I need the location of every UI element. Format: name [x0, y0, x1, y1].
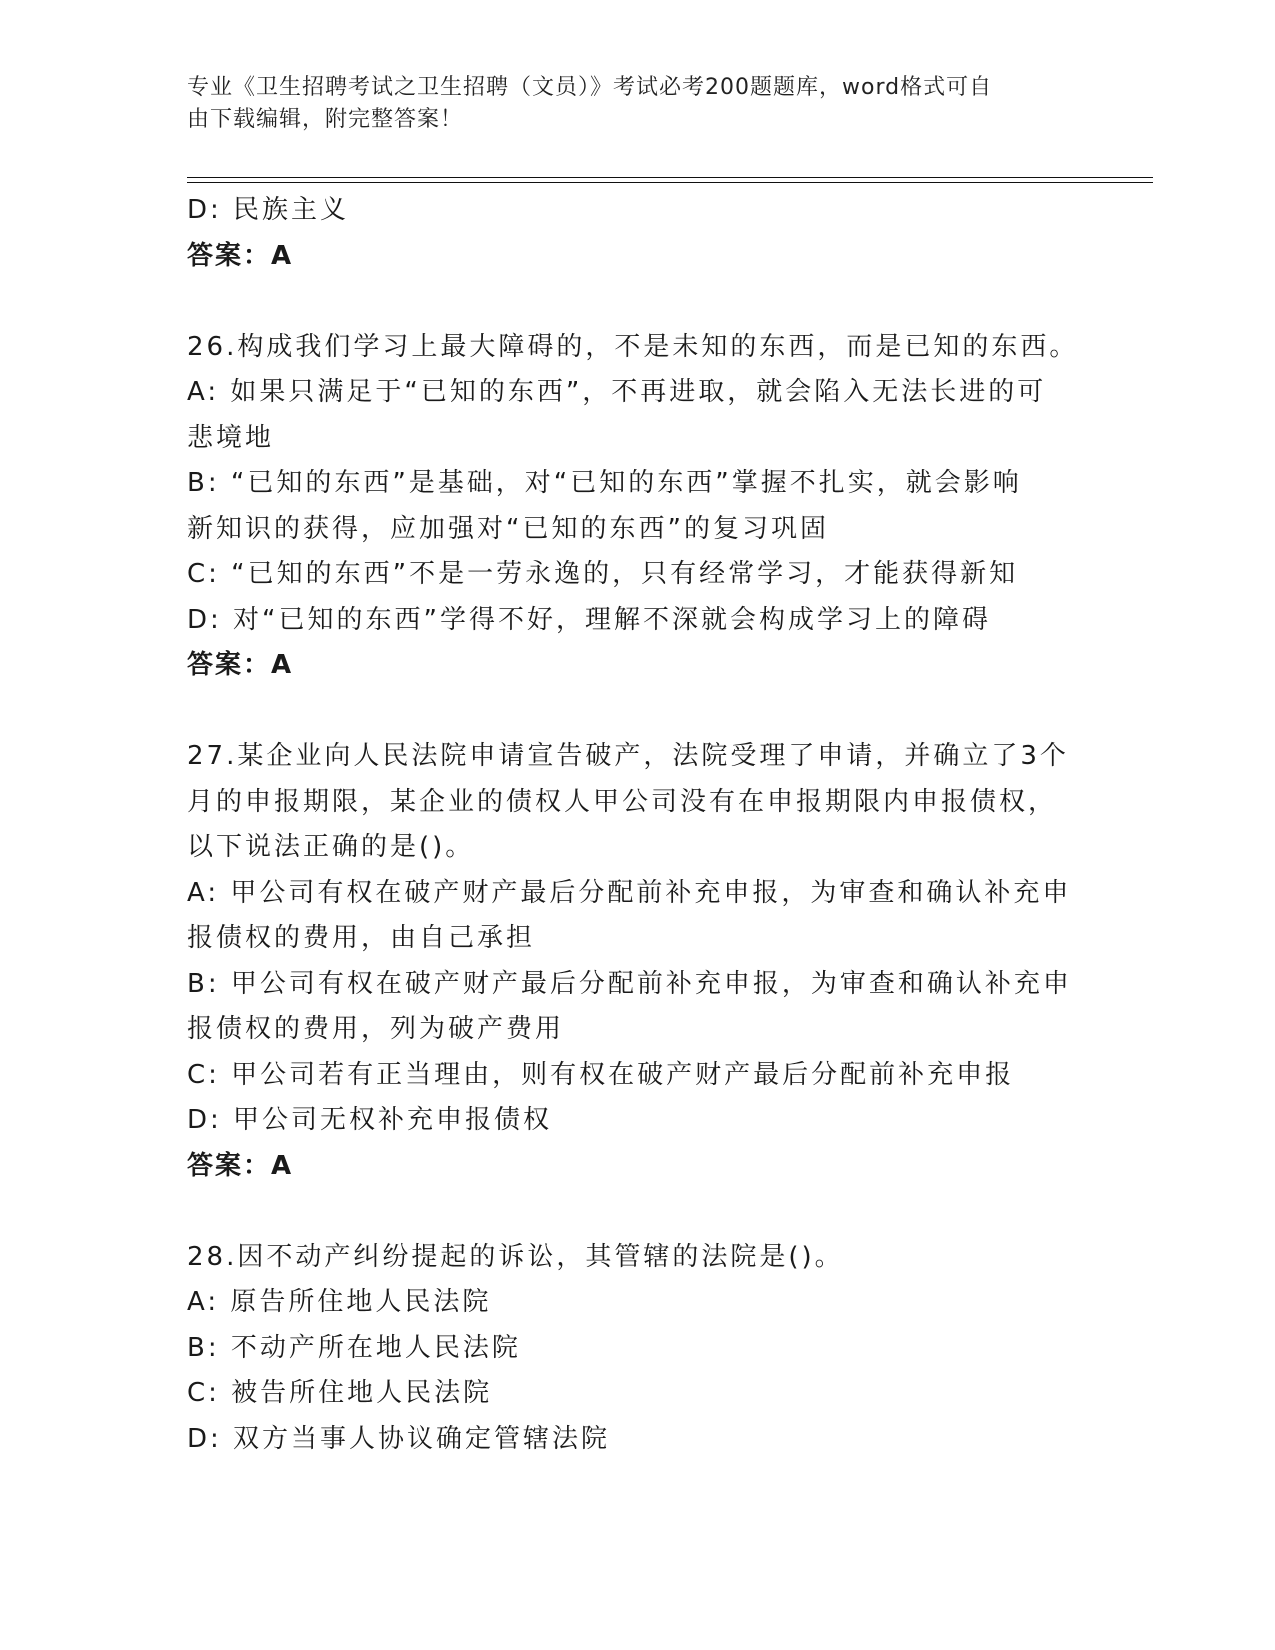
- question-27: [187, 734, 1087, 1189]
- option-b-cont: 新知识的获得，应加强对“已知的东西”的复习巩固: [187, 513, 829, 544]
- header-divider-bottom: [187, 182, 1153, 183]
- option-b-cont: 报债权的费用，列为破产费用: [187, 1014, 565, 1044]
- spacer: [187, 689, 1087, 735]
- option-d: D: 甲公司无权补充申报债权: [187, 1105, 553, 1135]
- option-a: A: 原告所住地人民法院: [187, 1287, 492, 1317]
- document-header: [187, 72, 1077, 136]
- question-28: [187, 1235, 1087, 1463]
- answer: 答案：A: [187, 1150, 294, 1181]
- question-stem: 27.某企业向人民法院申请宣告破产，法院受理了申请，并确立了3个: [187, 741, 1069, 771]
- option-b: B: 甲公司有权在破产财产最后分配前补充申报，为审查和确认补充申: [187, 968, 1072, 999]
- answer: 答案：A: [187, 650, 294, 680]
- question-26: [187, 325, 1087, 689]
- option-c: C: 甲公司若有正当理由，则有权在破产财产最后分配前补充申报: [187, 1059, 1015, 1090]
- prev-option-d: D: 民族主义: [187, 195, 350, 225]
- option-b: B: 不动产所在地人民法院: [187, 1332, 521, 1363]
- option-c: C: “已知的东西”不是一劳永逸的，只有经常学习，才能获得新知: [187, 559, 1019, 589]
- option-d: D: 对“已知的东西”学得不好，理解不深就会构成学习上的障碍: [187, 604, 991, 635]
- option-a-cont: 报债权的费用，由自己承担: [187, 923, 536, 953]
- header-line-1: 专业《卫生招聘考试之卫生招聘（文员）》考试必考200题题库，word格式可自: [187, 75, 993, 100]
- option-a: A: 甲公司有权在破产财产最后分配前补充申报，为审查和确认补充申: [187, 877, 1072, 908]
- option-d: D: 双方当事人协议确定管辖法院: [187, 1423, 611, 1454]
- question-content: [187, 188, 1087, 1462]
- header-line-2: 由下载编辑，附完整答案！: [187, 107, 464, 132]
- question-stem-cont: 月的申报期限，某企业的债权人甲公司没有在申报期限内申报债权，: [187, 786, 1058, 817]
- question-stem: 26.构成我们学习上最大障碍的，不是未知的东西，而是已知的东西。: [187, 331, 1079, 362]
- question-stem-cont: 以下说法正确的是()。: [187, 832, 475, 862]
- spacer: [187, 1189, 1087, 1235]
- option-c: C: 被告所住地人民法院: [187, 1378, 493, 1408]
- spacer: [187, 279, 1087, 325]
- header-divider-top: [187, 177, 1153, 178]
- question-stem: 28.因不动产纠纷提起的诉讼，其管辖的法院是()。: [187, 1241, 844, 1272]
- option-b: B: “已知的东西”是基础，对“已知的东西”掌握不扎实，就会影响: [187, 468, 1022, 498]
- prev-answer: 答案：A: [187, 240, 294, 271]
- option-a: A: 如果只满足于“已知的东西”，不再进取，就会陷入无法长进的可: [187, 377, 1047, 407]
- option-a-cont: 悲境地: [187, 422, 275, 453]
